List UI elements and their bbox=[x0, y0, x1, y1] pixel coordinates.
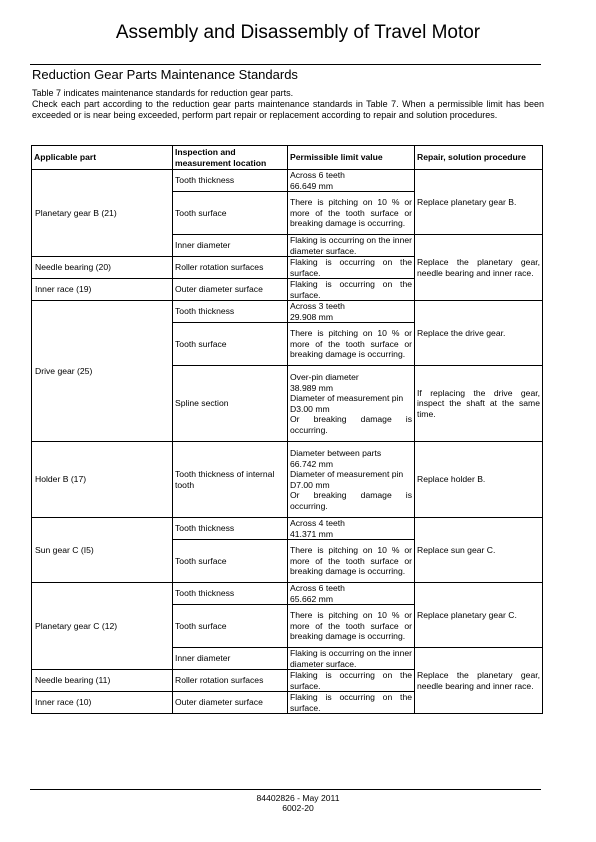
cell-part: Needle bearing (20) bbox=[32, 257, 173, 279]
cell-location: Tooth thickness bbox=[173, 583, 288, 605]
cell-location: Tooth thickness bbox=[173, 518, 288, 540]
cell-limit: Flaking is occurring on the surface. bbox=[288, 692, 415, 714]
cell-location: Tooth surface bbox=[173, 540, 288, 583]
cell-location: Tooth thickness bbox=[173, 170, 288, 192]
cell-limit: There is pitching on 10 % or more of the tooth surface or breaking damage is occurring. bbox=[288, 192, 415, 235]
cell-limit: Flaking is occurring on the inner diameter surface. bbox=[288, 235, 415, 257]
table-row bbox=[32, 583, 543, 605]
cell-repair: If replacing the drive gear, inspect the shaft at the same time. bbox=[415, 366, 543, 442]
header-repair-procedure: Repair, solution procedure bbox=[415, 146, 543, 170]
cell-part: Inner race (10) bbox=[32, 692, 173, 714]
page-title: Assembly and Disassembly of Travel Motor bbox=[115, 22, 481, 43]
cell-part: Holder B (17) bbox=[32, 442, 173, 518]
section-title: Reduction Gear Parts Maintenance Standards bbox=[32, 67, 298, 82]
cell-location: Outer diameter surface bbox=[173, 692, 288, 714]
cell-limit: Across 6 teeth 66.649 mm bbox=[288, 170, 415, 192]
table-row bbox=[32, 301, 543, 323]
cell-location: Roller rotation surfaces bbox=[173, 670, 288, 692]
cell-part: Planetary gear B (21) bbox=[32, 170, 173, 257]
cell-repair: Replace holder B. bbox=[415, 442, 543, 518]
header-divider bbox=[30, 64, 541, 65]
cell-limit: Flaking is occurring on the surface. bbox=[288, 279, 415, 301]
cell-repair: Replace sun gear C. bbox=[415, 518, 543, 583]
cell-location: Spline section bbox=[173, 366, 288, 442]
cell-location: Tooth surface bbox=[173, 323, 288, 366]
table-header-row bbox=[32, 146, 543, 170]
cell-limit: Diameter between parts 66.742 mm Diameter of measurement pin D7.00 mm Or breaking damage is occurring. bbox=[288, 442, 415, 518]
table-row bbox=[32, 518, 543, 540]
cell-part: Sun gear C (I5) bbox=[32, 518, 173, 583]
cell-limit: There is pitching on 10 % or more of the tooth surface or breaking damage is occurring. bbox=[288, 540, 415, 583]
cell-repair: Replace planetary gear C. bbox=[415, 583, 543, 648]
footer-page-number: 6002-20 bbox=[282, 803, 314, 813]
cell-repair: Replace the planetary gear, needle bearing and inner race. bbox=[415, 235, 543, 301]
footer-divider bbox=[30, 789, 541, 790]
cell-part: Inner race (19) bbox=[32, 279, 173, 301]
cell-limit: Across 3 teeth 29.908 mm bbox=[288, 301, 415, 323]
cell-limit: Flaking is occurring on the inner diameter surface. bbox=[288, 648, 415, 670]
cell-limit: Across 6 teeth 65.662 mm bbox=[288, 583, 415, 605]
intro-paragraph: Table 7 indicates maintenance standards for reduction gear parts. bbox=[32, 88, 294, 98]
cell-limit: There is pitching on 10 % or more of the tooth surface or breaking damage is occurring. bbox=[288, 323, 415, 366]
intro-paragraph: Check each part according to the reduction gear parts maintenance standards in Table 7. When a permissible limit has been exceeded or is near being exceeded, perform part repair or replacement according to repair and solution procedures. bbox=[32, 99, 544, 120]
cell-limit: Across 4 teeth 41.371 mm bbox=[288, 518, 415, 540]
cell-limit: There is pitching on 10 % or more of the tooth surface or breaking damage is occurring. bbox=[288, 605, 415, 648]
cell-location: Tooth thickness bbox=[173, 301, 288, 323]
cell-part: Planetary gear C (12) bbox=[32, 583, 173, 670]
maintenance-standards-table bbox=[31, 145, 543, 714]
table-row bbox=[32, 170, 543, 192]
cell-part: Needle bearing (11) bbox=[32, 670, 173, 692]
cell-location: Tooth surface bbox=[173, 605, 288, 648]
cell-part: Drive gear (25) bbox=[32, 301, 173, 442]
cell-limit: Flaking is occurring on the surface. bbox=[288, 257, 415, 279]
intro-text bbox=[32, 88, 544, 121]
cell-location: Roller rotation surfaces bbox=[173, 257, 288, 279]
header-applicable-part: Applicable part bbox=[32, 146, 173, 170]
cell-repair: Replace the drive gear. bbox=[415, 301, 543, 366]
cell-location: Inner diameter bbox=[173, 648, 288, 670]
cell-limit: Over-pin diameter 38.989 mm Diameter of measurement pin D3.00 mm Or breaking damage is occurring. bbox=[288, 366, 415, 442]
cell-repair: Replace the planetary gear, needle bearing and inner race. bbox=[415, 648, 543, 714]
cell-location: Inner diameter bbox=[173, 235, 288, 257]
header-permissible-limit: Permissible limit value bbox=[288, 146, 415, 170]
cell-location: Tooth surface bbox=[173, 192, 288, 235]
header-inspection-location: Inspection and measurement location bbox=[173, 146, 288, 170]
cell-location: Outer diameter surface bbox=[173, 279, 288, 301]
cell-limit: Flaking is occurring on the surface. bbox=[288, 670, 415, 692]
footer-document-id: 84402826 - May 2011 bbox=[256, 793, 340, 803]
table-row bbox=[32, 442, 543, 518]
cell-location: Tooth thickness of internal tooth bbox=[173, 442, 288, 518]
cell-repair: Replace planetary gear B. bbox=[415, 170, 543, 235]
